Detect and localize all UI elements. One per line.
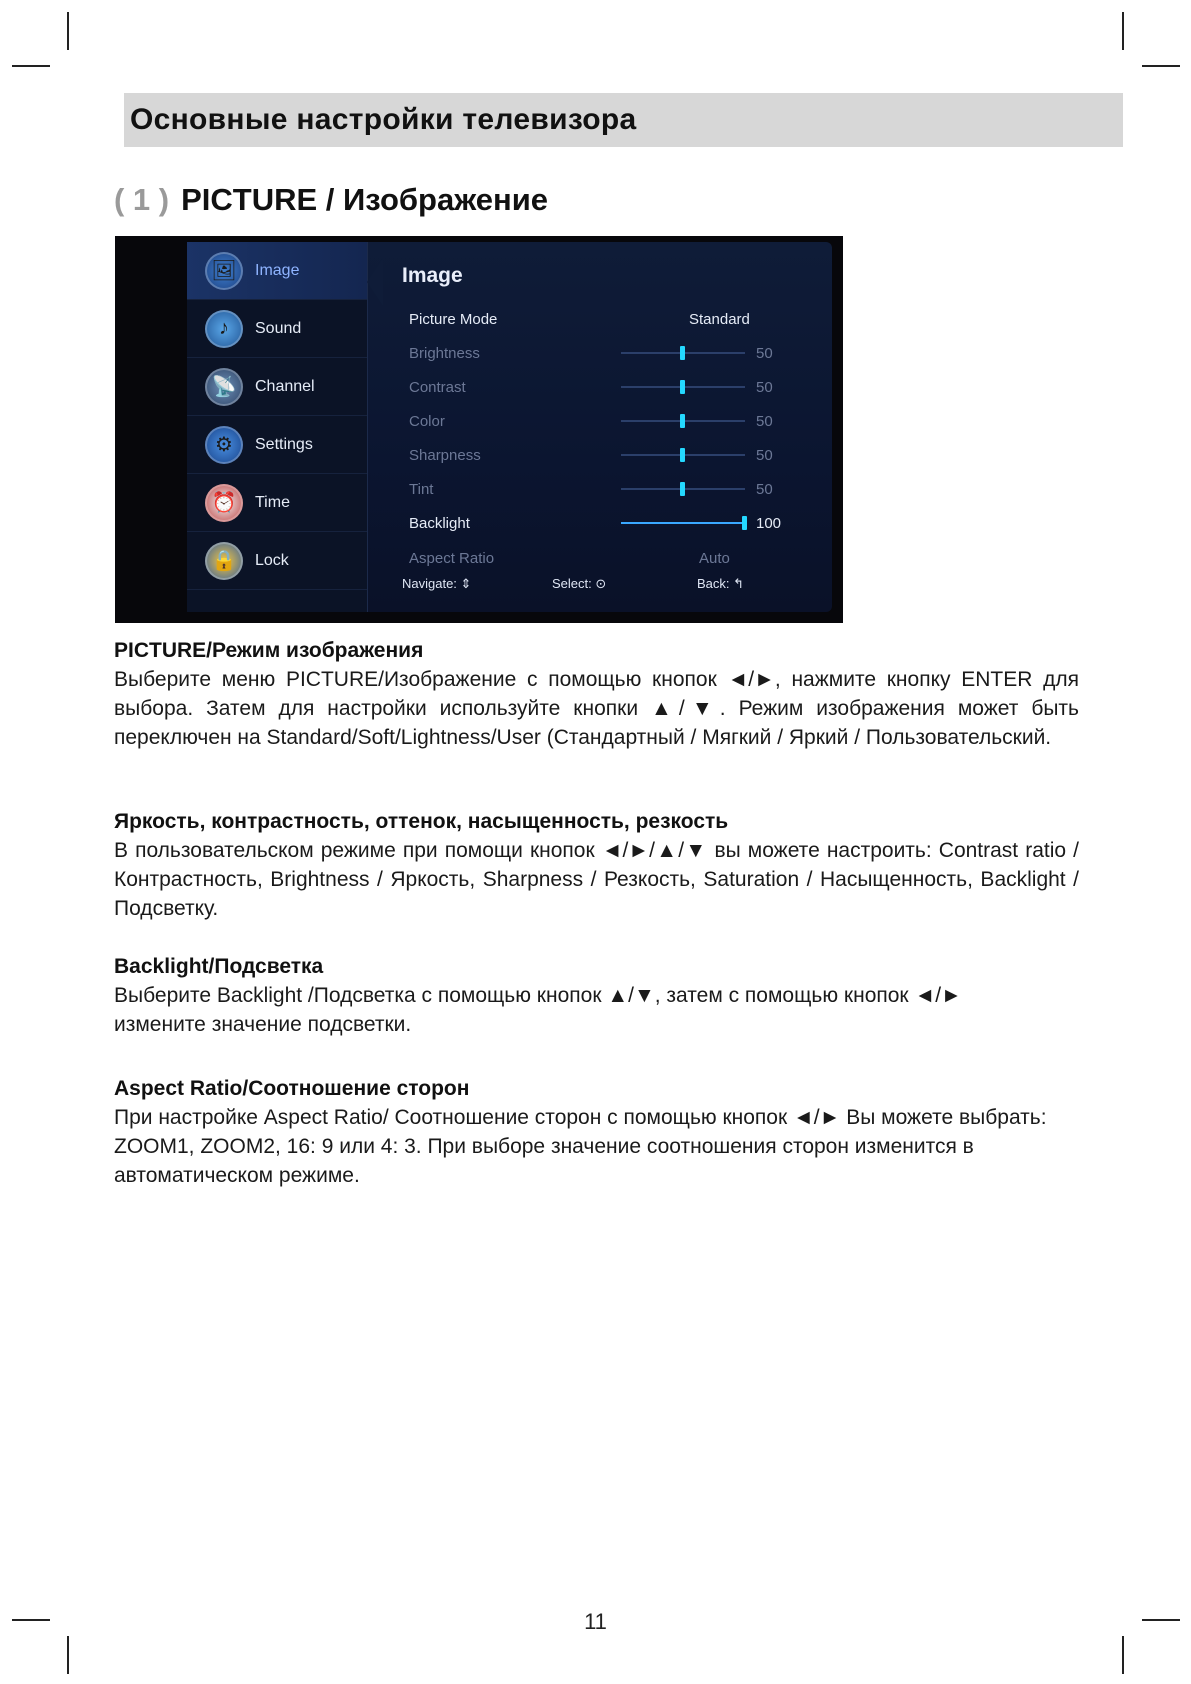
- osd-row-label: Sharpness: [409, 446, 481, 464]
- osd-row-backlight[interactable]: [409, 509, 809, 537]
- osd-slider[interactable]: [621, 352, 745, 354]
- osd-menu-item-time[interactable]: [187, 474, 367, 532]
- navigate-arrows-icon: ⇕: [460, 576, 472, 591]
- osd-slider-knob[interactable]: [680, 346, 685, 360]
- section-title: Основные настройки телевизора: [130, 103, 637, 136]
- section-body: Выберите Backlight /Подсветка с помощью кнопок ▲/▼, затем с помощью кнопок ◄/► измените значение подсветки.: [114, 984, 962, 1036]
- osd-menu-label: Settings: [255, 435, 313, 453]
- osd-footer-navigate: [402, 576, 471, 592]
- osd-footer: [402, 572, 812, 596]
- section-picture-mode: [114, 637, 1079, 752]
- osd-row-label: Color: [409, 412, 445, 430]
- osd-content-title: Image: [402, 264, 463, 287]
- sub-heading-title: PICTURE / Изображение: [181, 182, 549, 217]
- padlock-icon: 🔒: [205, 542, 243, 580]
- section-body: Выберите меню PICTURE/Изображение с помощью кнопок ◄/►, нажмите кнопку ENTER для выбора. Затем для настройки используйте кнопки ▲/▼. Режим изображения может быть переключен на Standard/Soft/Lightness/User (Стандартный / Мягкий / Яркий / Пользовательский.: [114, 668, 1079, 749]
- osd-row-label: Picture Mode: [409, 310, 498, 328]
- section-heading: Backlight/Подсветка: [114, 955, 324, 978]
- section-brightness-contrast: [114, 808, 1079, 923]
- clock-icon: ⏰: [205, 484, 243, 522]
- osd-menu-item-lock[interactable]: [187, 532, 367, 590]
- navigate-label: Navigate:: [402, 576, 457, 591]
- osd-row-label: Contrast: [409, 378, 466, 396]
- osd-slider-knob[interactable]: [680, 380, 685, 394]
- crop-mark: [1122, 12, 1124, 50]
- osd-row-label: Aspect Ratio: [409, 549, 495, 567]
- back-arrow-icon: ↰: [733, 576, 745, 591]
- page-number: 11: [584, 1609, 607, 1634]
- section-body: В пользовательском режиме при помощи кнопок ◄/►/▲/▼ вы можете настроить: Contrast ratio / Контрастность, Brightness / Яркость, Sharpness / Резкость, Saturation / Насыщенность, Backlight / Подсветку.: [114, 839, 1079, 920]
- sub-heading: [114, 178, 548, 222]
- osd-slider[interactable]: [621, 454, 745, 456]
- section-aspect-ratio: [114, 1075, 1079, 1190]
- section-header: [124, 93, 1123, 147]
- crop-mark: [1122, 1636, 1124, 1674]
- select-label: Select:: [552, 576, 592, 591]
- gear-icon: ⚙: [205, 426, 243, 464]
- section-heading: Aspect Ratio/Соотношение сторон: [114, 1077, 470, 1100]
- osd-slider[interactable]: [621, 522, 745, 524]
- osd-row-value: Standard: [689, 310, 750, 328]
- osd-row-brightness[interactable]: [409, 339, 809, 367]
- music-note-icon: ♪: [205, 310, 243, 348]
- osd-slider-knob[interactable]: [680, 448, 685, 462]
- section-heading: Яркость, контрастность, оттенок, насыщенность, резкость: [114, 810, 729, 833]
- osd-menu-label: Channel: [255, 377, 315, 395]
- osd-row-color[interactable]: [409, 407, 809, 435]
- osd-slider-knob[interactable]: [680, 482, 685, 496]
- osd-menu-label: Image: [255, 261, 300, 279]
- osd-menu-label: Lock: [255, 551, 289, 569]
- osd-menu-label: Time: [255, 493, 290, 511]
- osd-row-number: 50: [756, 412, 773, 430]
- osd-selection-arrow: [367, 258, 383, 306]
- osd-row-value: Auto: [699, 549, 730, 567]
- osd-slider-knob[interactable]: [742, 516, 747, 530]
- back-label: Back:: [697, 576, 730, 591]
- osd-sidebar: [187, 242, 368, 612]
- select-circle-icon: ⊙: [595, 576, 607, 591]
- osd-row-contrast[interactable]: [409, 373, 809, 401]
- osd-menu-item-image[interactable]: [187, 242, 367, 300]
- section-backlight: [114, 953, 1079, 1039]
- section-body: При настройке Aspect Ratio/ Соотношение сторон с помощью кнопок ◄/► Вы можете выбрать: ZOOM1, ZOOM2, 16: 9 или 4: 3. При выборе значение соотношения сторон изменится в автоматическом режиме.: [114, 1106, 1047, 1187]
- osd-slider[interactable]: [621, 420, 745, 422]
- osd-panel: [187, 242, 832, 612]
- osd-row-number: 50: [756, 378, 773, 396]
- crop-mark: [67, 1636, 69, 1674]
- crop-mark: [1142, 65, 1180, 67]
- tv-osd-screenshot: [115, 236, 843, 623]
- sub-heading-number: ( 1 ): [114, 182, 170, 217]
- osd-menu-item-channel[interactable]: [187, 358, 367, 416]
- osd-row-number: 50: [756, 480, 773, 498]
- osd-menu-label: Sound: [255, 319, 302, 337]
- osd-row-label: Brightness: [409, 344, 480, 362]
- osd-row-number: 50: [756, 446, 773, 464]
- osd-row-number: 100: [756, 514, 782, 532]
- osd-row-label: Tint: [409, 480, 434, 498]
- crop-mark: [12, 65, 50, 67]
- image-icon: 🖼: [205, 252, 243, 290]
- section-heading: PICTURE/Режим изображения: [114, 639, 424, 662]
- crop-mark: [67, 12, 69, 50]
- osd-footer-back: [697, 576, 744, 592]
- osd-row-aspect-ratio[interactable]: [409, 544, 809, 572]
- osd-slider[interactable]: [621, 488, 745, 490]
- osd-row-label: Backlight: [409, 514, 470, 532]
- osd-menu-item-sound[interactable]: [187, 300, 367, 358]
- osd-row-tint[interactable]: [409, 475, 809, 503]
- osd-row-number: 50: [756, 344, 773, 362]
- osd-menu-item-settings[interactable]: [187, 416, 367, 474]
- osd-row-sharpness[interactable]: [409, 441, 809, 469]
- satellite-dish-icon: 📡: [205, 368, 243, 406]
- osd-slider-knob[interactable]: [680, 414, 685, 428]
- osd-row-picture-mode[interactable]: [409, 305, 809, 333]
- osd-footer-select: [552, 576, 606, 592]
- osd-slider[interactable]: [621, 386, 745, 388]
